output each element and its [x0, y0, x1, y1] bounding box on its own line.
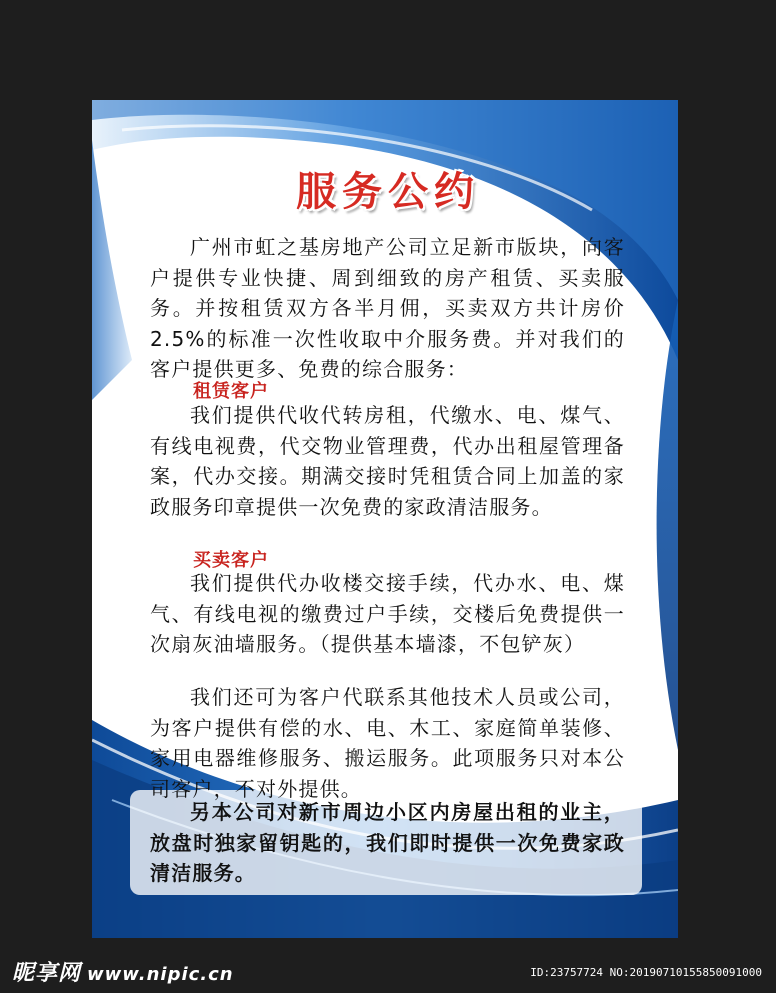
watermark-site: www.nipic.cn — [87, 964, 234, 985]
watermark-id: ID:23757724 NO:20190710155850091000 — [530, 966, 762, 979]
sale-paragraph: 我们提供代办收楼交接手续，代办水、电、煤气、有线电视的缴费过户手续，交楼后免费提供一次扇灰油墙服务。（提供基本墙漆，不包铲灰） — [150, 571, 625, 657]
sale-heading: 买卖客户 — [193, 550, 269, 571]
watermark-brand-name: 昵享网 — [12, 961, 82, 986]
intro-paragraph: 广州市虹之基房地产公司立足新市版块，向客户提供专业快捷、周到细致的房产租赁、买卖服务。并按租赁双方各半月佣，买卖双方共计房价2.5%的标准一次性收取中介服务费。并对我们的客户提供更多、免费的综合服务： — [150, 235, 625, 382]
watermark-brand — [12, 956, 234, 987]
extra-paragraph: 我们还可为客户代联系其他技术人员或公司，为客户提供有偿的水、电、木工、家庭简单装修、家用电器维修服务、搬运服务。此项服务只对本公司客户，不对外提供。 — [150, 685, 625, 801]
rental-heading: 租赁客户 — [193, 381, 269, 402]
rental-paragraph: 我们提供代收代转房租，代缴水、电、煤气、有线电视费，代交物业管理费，代办出租屋管理备案，代办交接。期满交接时凭租赁合同上加盖的家政服务印章提供一次免费的家政清洁服务。 — [150, 403, 625, 519]
poster-title: 服务公约 — [296, 169, 480, 215]
closing-paragraph: 另本公司对新市周边小区内房屋出租的业主，放盘时独家留钥匙的，我们即时提供一次免费家政清洁服务。 — [150, 800, 625, 886]
